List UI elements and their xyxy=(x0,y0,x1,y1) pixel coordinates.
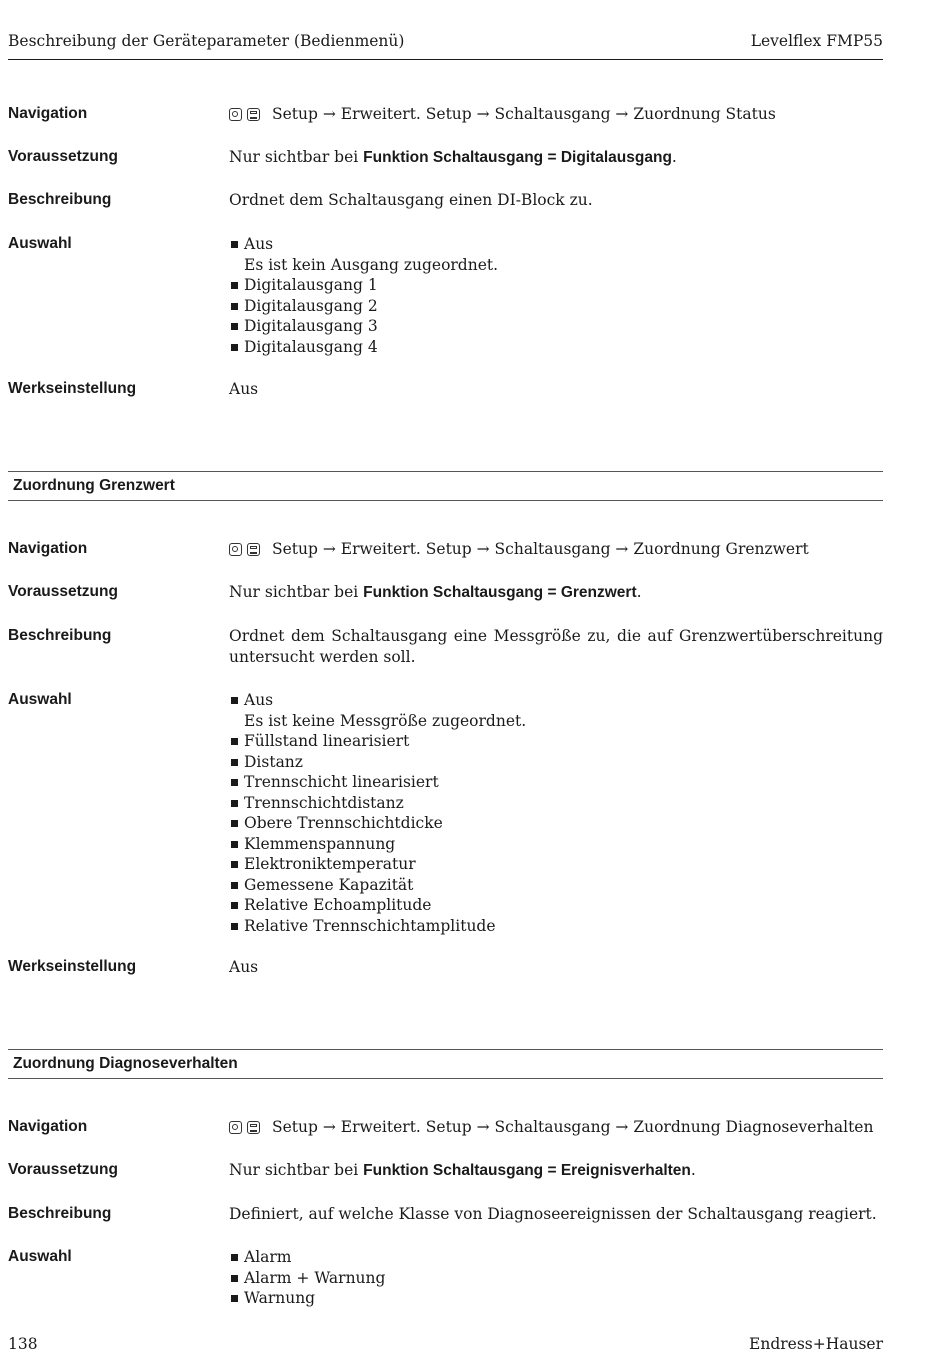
prerequisite-parameter: Funktion Schaltausgang = Ereignisverhalten xyxy=(363,1162,691,1179)
operate-key-icon xyxy=(229,543,242,556)
prerequisite-prefix: Nur sichtbar bei xyxy=(229,583,364,601)
voraussetzung-text xyxy=(229,582,883,604)
list-item xyxy=(229,690,883,731)
list-item: Warnung xyxy=(229,1288,883,1309)
voraussetzung-label: Voraussetzung xyxy=(8,583,118,600)
page-header xyxy=(8,32,883,60)
prerequisite-suffix: . xyxy=(690,1161,696,1179)
device-name: Levelflex FMP55 xyxy=(750,32,883,50)
list-item: Elektroniktemperatur xyxy=(229,854,883,875)
werkseinstellung-label: Werkseinstellung xyxy=(8,380,137,397)
werkseinstellung-value: Aus xyxy=(229,958,259,976)
option-label: Aus xyxy=(244,235,274,253)
prerequisite-parameter: Funktion Schaltausgang = Grenzwert xyxy=(363,584,637,601)
list-item: Gemessene Kapazität xyxy=(229,875,883,896)
list-item: Digitalausgang 1 xyxy=(229,275,883,296)
list-item: Füllstand linearisiert xyxy=(229,731,883,752)
prerequisite-suffix: . xyxy=(671,148,677,166)
brand-name: Endress+Hauser xyxy=(749,1335,883,1353)
prerequisite-prefix: Nur sichtbar bei xyxy=(229,148,364,166)
prerequisite-suffix: . xyxy=(636,583,642,601)
list-item: Obere Trennschichtdicke xyxy=(229,813,883,834)
chapter-title: Beschreibung der Geräteparameter (Bedienmenü) xyxy=(8,32,405,50)
auswahl-label: Auswahl xyxy=(8,691,72,708)
operate-key-icon xyxy=(229,1121,242,1134)
prerequisite-prefix: Nur sichtbar bei xyxy=(229,1161,364,1179)
navigation-label: Navigation xyxy=(8,540,88,557)
list-item: Trennschicht linearisiert xyxy=(229,772,883,793)
list-item: Distanz xyxy=(229,752,883,773)
werkseinstellung-value: Aus xyxy=(229,380,259,398)
werkseinstellung-label: Werkseinstellung xyxy=(8,958,137,975)
menu-path: Setup → Erweitert. Setup → Schaltausgang → Zuordnung Grenzwert xyxy=(272,540,809,558)
list-item: Trennschichtdistanz xyxy=(229,793,883,814)
list-item: Digitalausgang 4 xyxy=(229,337,883,358)
option-note: Es ist keine Messgröße zugeordnet. xyxy=(244,711,527,730)
display-icon xyxy=(247,108,260,121)
beschreibung-label: Beschreibung xyxy=(8,627,112,644)
list-item: Relative Trennschichtamplitude xyxy=(229,916,883,937)
navigation-path xyxy=(229,539,883,560)
auswahl-label: Auswahl xyxy=(8,1248,72,1265)
list-item: Alarm + Warnung xyxy=(229,1268,883,1289)
display-icon xyxy=(247,543,260,556)
page-number: 138 xyxy=(8,1335,38,1353)
navigation-label: Navigation xyxy=(8,105,88,122)
display-icon xyxy=(247,1121,260,1134)
voraussetzung-text xyxy=(229,147,883,169)
list-item: Alarm xyxy=(229,1247,883,1268)
voraussetzung-text xyxy=(229,1160,883,1182)
voraussetzung-label: Voraussetzung xyxy=(8,1161,118,1178)
navigation-path xyxy=(229,1117,883,1138)
prerequisite-parameter: Funktion Schaltausgang = Digitalausgang xyxy=(363,149,672,166)
option-list xyxy=(229,234,883,357)
list-item: Klemmenspannung xyxy=(229,834,883,855)
list-item: Relative Echoamplitude xyxy=(229,895,883,916)
beschreibung-text: Ordnet dem Schaltausgang einen DI-Block zu. xyxy=(229,191,593,209)
option-note: Es ist kein Ausgang zugeordnet. xyxy=(244,255,499,274)
beschreibung-label: Beschreibung xyxy=(8,1205,112,1222)
section-title: Zuordnung Diagnoseverhalten xyxy=(8,1049,883,1079)
voraussetzung-label: Voraussetzung xyxy=(8,148,118,165)
menu-path: Setup → Erweitert. Setup → Schaltausgang → Zuordnung Status xyxy=(272,105,776,123)
option-list xyxy=(229,690,883,936)
navigation-path xyxy=(229,104,883,125)
menu-path: Setup → Erweitert. Setup → Schaltausgang → Zuordnung Diagnoseverhalten xyxy=(272,1118,874,1136)
auswahl-label: Auswahl xyxy=(8,235,72,252)
section-title: Zuordnung Grenzwert xyxy=(8,471,883,501)
list-item xyxy=(229,234,883,275)
option-list xyxy=(229,1247,883,1309)
list-item: Digitalausgang 2 xyxy=(229,296,883,317)
beschreibung-text: Ordnet dem Schaltausgang eine Messgröße zu, die auf Grenzwertüberschreitung untersucht werden soll. xyxy=(229,627,883,666)
option-label: Aus xyxy=(244,691,274,709)
beschreibung-text: Definiert, auf welche Klasse von Diagnoseereignissen der Schaltausgang reagiert. xyxy=(229,1205,877,1223)
list-item: Digitalausgang 3 xyxy=(229,316,883,337)
navigation-label: Navigation xyxy=(8,1118,88,1135)
operate-key-icon xyxy=(229,108,242,121)
beschreibung-label: Beschreibung xyxy=(8,191,112,208)
